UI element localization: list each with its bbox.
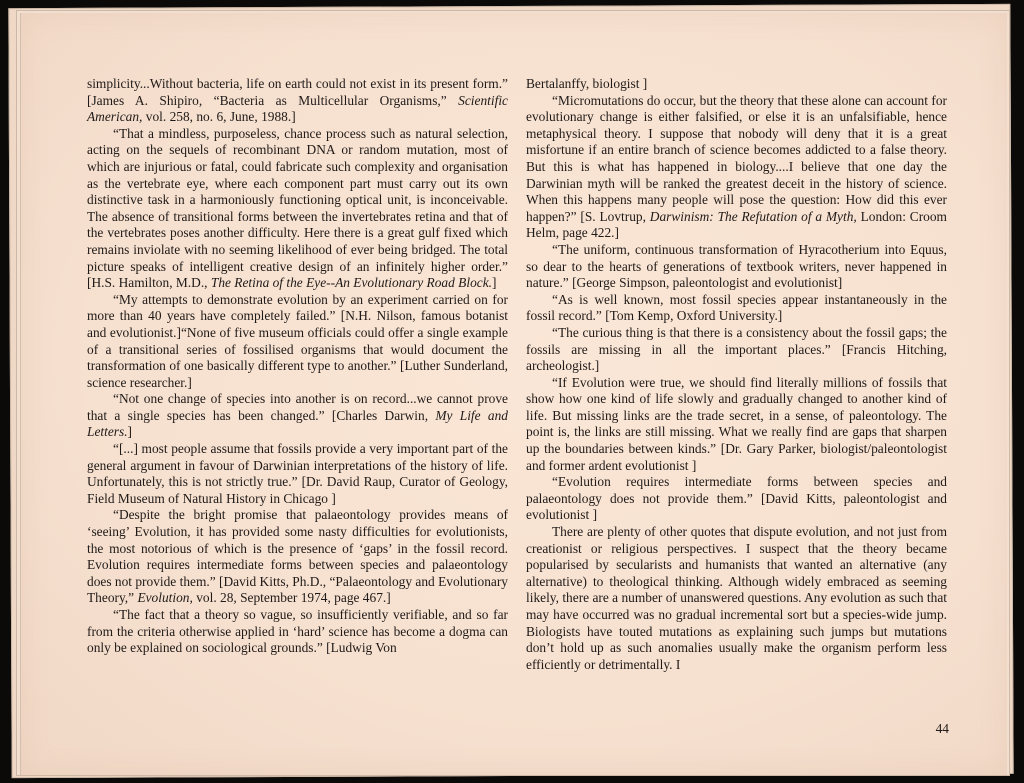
paragraph: “If Evolution were true, we should find literally millions of fossils that show how one kind of life slowly and gradually changed to another kind of life. But missing links are the trade secret, in a sense, of paleontology. The point is, the links are still missing. What we really find are gaps that sharpen up the boundaries between kinds.” [Dr. Gary Parker, biologist/paleontologist and former ardent evolutionist ] (526, 374, 947, 473)
citation-title: Scientific American, (87, 92, 508, 125)
text-run: vol. 258, no. 6, June, 1988.] (142, 109, 296, 125)
paragraph (87, 126, 508, 292)
right-text-column (526, 76, 947, 673)
paragraph: “[...] most people assume that fossils provide a very important part of the general argument in favour of Darwinian interpretations of the history of life. Unfortunately, this is not strictly true.” [Dr. David Raup, Curator of Geology, Field Museum of Natural History in Chicago ] (87, 441, 508, 506)
book-page (20, 13, 1007, 775)
text-run: ] (127, 424, 133, 440)
paragraph: “As is well known, most fossil species appear instantaneously in the fossil record.” [Tom Kemp, Oxford University.] (526, 291, 947, 324)
citation-title: Darwinism: The Refutation of a Myth, (649, 208, 857, 224)
paragraph (87, 76, 508, 126)
paragraph: “The curious thing is that there is a consistency about the fossil gaps; the fossils are missing in all the important places.” [Francis Hitching, archeologist.] (526, 324, 947, 374)
paragraph: “The uniform, continuous transformation of Hyracotherium into Equus, so dear to the hearts of generations of textbook writers, never happened in nature.” [George Simpson, paleontologist and evolutionist] (526, 241, 947, 291)
citation-title: The Retina of the Eye--An Evolutionary Road Block. (210, 275, 492, 291)
text-run: London: Croom Helm, page 422.] (526, 208, 947, 241)
text-run: “Despite the bright promise that palaeontology provides means of ‘seeing’ Evolution, it has provided some nasty difficulties for evolutionists, the most notorious of which is the presence of ‘gaps’ in the fossil record. Evolution requires intermediate forms between species and palaeontology does not provide them.” [David Kitts, Ph.D., “Palaeontology and Evolutionary Theory,” (87, 507, 508, 606)
paragraph: There are plenty of other quotes that dispute evolution, and not just from creationist or religious perspectives. I suspect that the theory became popularised by secularists and humanists that wanted an alternative (any alternative) to theological thinking. Although widely embraced as seeming likely, there are a number of unanswered questions. Any evolution as such that may have occurred was no gradual incremental sort but a species-wide jump. Biologists have touted mutations as explaining such jumps but mutations don’t hold up as such anomalies usually make the organism perform less efficiently or detrimentally. I (526, 524, 947, 672)
paragraph (87, 507, 508, 607)
text-run: vol. 28, September 1974, page 467.] (192, 590, 391, 606)
left-text-column (87, 76, 508, 657)
page-number: 44 (935, 721, 949, 736)
paragraph: “Evolution requires intermediate forms between species and palaeontology does not provide them.” [David Kitts, paleontologist and evolutionist ] (526, 474, 947, 523)
text-run: “That a mindless, purposeless, chance process such as natural selection, acting on the sequels of recombinant DNA or random mutation, most of which are injurious or fatal, could fabricate such complexity and organisation as the vertebrate eye, where each component part must carry out its own distinctive task in a harmoniously functioning optical unit, is inconceivable. The absence of transitional forms between the invertebrates retina and that of the vertebrates poses another difficulty. Here there is a great gulf fixed which remains inviolate with no seeming likelihood of ever being bridged. The total picture speaks of intelligent creative design of an infinitely higher order.” [H.S. Hamilton, M.D., (87, 125, 508, 291)
text-run: “Not one change of species into another is on record...we cannot prove that a single species has been changed.” [Charles Darwin, (87, 391, 508, 423)
paragraph: “The fact that a theory so vague, so insufficiently verifiable, and so far from the criteria otherwise applied in ‘hard’ science has become a dogma can only be explained on sociological grounds.” [Ludwig Von (87, 607, 508, 656)
paragraph: “My attempts to demonstrate evolution by an experiment carried on for more than 40 years have completely failed.” [N.H. Nilson, famous botanist and evolutionist.]“None of five museum officials could offer a single example of a transitional series of fossilised organisms that would document the transformation of one basically different type to another.” [Luther Sunderland, science researcher.] (87, 291, 508, 390)
paragraph (87, 391, 508, 441)
paragraph (526, 93, 947, 242)
paragraph: Bertalanffy, biologist ] (526, 76, 648, 91)
text-run: ] (492, 275, 497, 291)
citation-title: Evolution, (137, 590, 193, 606)
text-run: simplicity...Without bacteria, life on earth could not exist in its present form.” [James A. Shipiro, “Bacteria as Multicellular Organisms,” (87, 76, 508, 108)
text-run: “Micromutations do occur, but the theory that these alone can account for evolutionary change is either falsified, or else it is an unfalsifiable, hence metaphysical theory. I suppose that nobody will deny that it is a great misfortune if an entire branch of science becomes addicted to a false theory. But this is what has happened in biology....I believe that one day the Darwinian myth will be ranked the greatest deceit in the history of science. When this happens many people will pose the question: How did this ever happen?” [S. Lovtrup, (526, 92, 947, 224)
citation-title: My Life and Letters. (87, 407, 508, 440)
